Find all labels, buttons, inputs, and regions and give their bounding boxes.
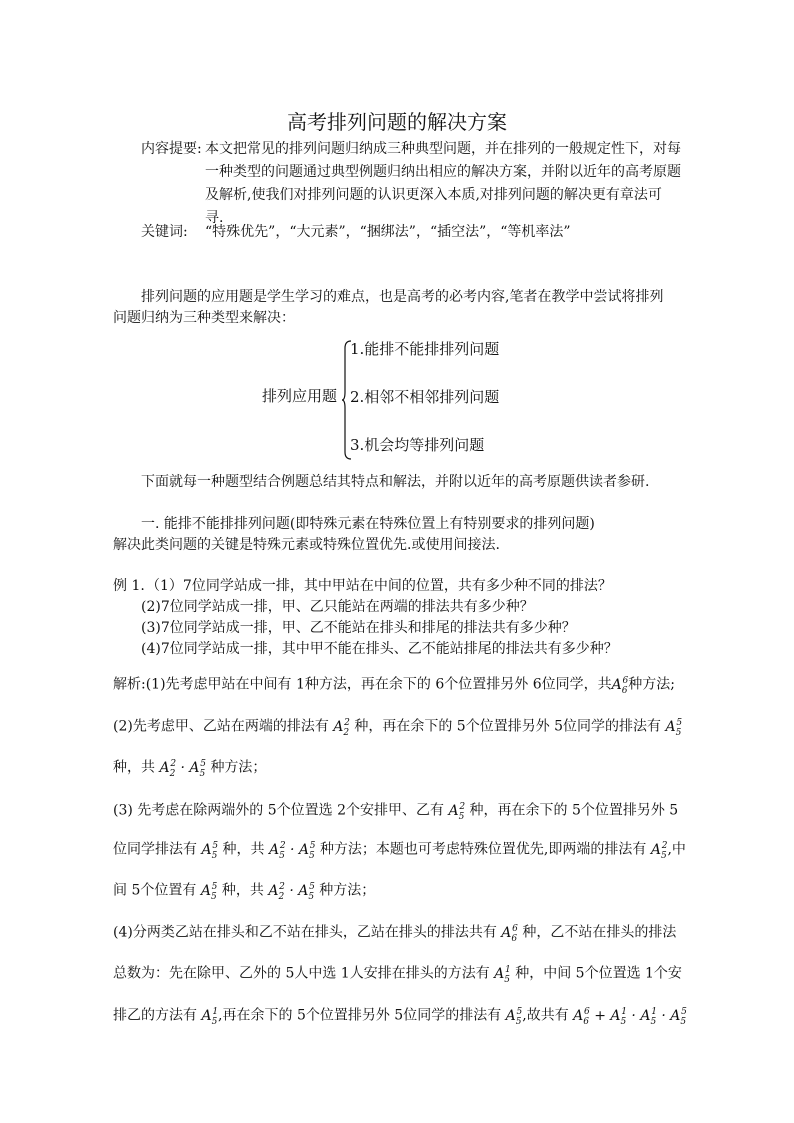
solution-line (113, 797, 678, 826)
solution-line (113, 877, 375, 906)
solution-text: 排乙的方法有 (113, 1007, 197, 1024)
math-A55: $A_5^5$ (665, 718, 683, 738)
keywords-label: 关键词: (141, 224, 188, 240)
solution-text: 间 5个位置有 (113, 882, 197, 899)
math-A52: $A_5^2$ (448, 802, 466, 822)
solution-text: 种方法； (319, 882, 376, 899)
solution-text: (3) 先考虑在除两端外的 5个位置选 2个安排甲、乙有 (113, 802, 444, 819)
example-question: （1）7位同学站成一排，其中甲站在中间的位置，共有多少种不同的排法？ (146, 578, 612, 594)
intro-line: 问题归纳为三种类型来解决： (113, 310, 295, 326)
math-A22: $A_2^2$ (333, 718, 350, 738)
math-A55: $A_5^5$ (505, 1007, 523, 1027)
section-heading: 一. 能排不能排排列问题(即特殊元素在特殊位置上有特别要求的排列问题) (141, 516, 595, 532)
solution-text: 种，乙不站在排头的排法 (522, 924, 677, 941)
solution-text: 位同学排法有 (113, 841, 197, 858)
section-note: 解决此类问题的关键是特殊元素或特殊位置优先.或使用间接法. (113, 537, 500, 553)
solution-text: ,中 (667, 841, 686, 858)
solution-text: 种方法; (628, 676, 675, 693)
solution-text: (4)分两类乙站在排头和乙不站在排头，乙站在排头的排法共有 (113, 924, 497, 941)
solution-text: 种，共 (222, 841, 265, 858)
example-question: (2)7位同学站成一排，甲、乙只能站在两端的排法共有多少种？ (141, 599, 534, 615)
example-question: (4)7位同学站成一排，其中甲不能在排头、乙不能站排尾的排法共有多少种？ (141, 641, 618, 657)
solution-line (113, 836, 686, 865)
solution-line (113, 671, 675, 700)
abstract-line: 本文把常见的排列问题归纳成三种典型问题，并在排列的一般规定性下，对每 (205, 141, 681, 157)
solution-text: 种，再在余下的 5个位置排另外 5位同学的排法有 (354, 718, 662, 735)
classification-item: 2.相邻不相邻排列问题 (350, 388, 500, 406)
math-A66: $A_6^6$ (501, 924, 518, 944)
math-expression: $A_6^6 + A_5^1 \cdot A_5^1 \cdot A_5^5$ (573, 1007, 687, 1027)
solution-text: 种，再在余下的 5个位置排另外 5 (469, 802, 679, 819)
math-A51: $A_5^1$ (494, 965, 511, 985)
math-A55: $A_5^5$ (200, 882, 218, 902)
solution-text: 种，共 (221, 882, 264, 899)
example-label: 例 1. (113, 578, 145, 594)
abstract-line: 寻. (205, 210, 224, 226)
solution-line (113, 713, 682, 742)
math-A (611, 676, 629, 696)
solution-text: 种，共 (113, 759, 155, 776)
solution-line (113, 919, 676, 948)
math-A52: $A_5^2$ (650, 841, 668, 861)
math-product: $A_5^2 \cdot A_5^5$ (268, 841, 316, 861)
classification-item: 3.机会均等排列问题 (350, 436, 485, 454)
math-A51: $A_5^1$ (201, 1007, 219, 1027)
math-product: $A_2^2 \cdot A_5^5$ (159, 759, 206, 779)
abstract-line: 及解析,使我们对排列问题的认识更深入本质,对排列问题的解决更有章法可 (205, 187, 662, 203)
classification-item: 1.能排不能排排列问题 (350, 340, 500, 358)
solution-text: ,再在余下的 5个位置排另外 5位同学的排法有 (218, 1007, 502, 1024)
solution-text: 种，中间 5个位置选 1个安 (515, 965, 682, 982)
intro-line: 排列问题的应用题是学生学习的难点，也是高考的必考内容,笔者在教学中尝试将排列 (141, 289, 664, 305)
math-A55: $A_5^5$ (201, 841, 219, 861)
abstract-line: 一种类型的问题通过典型例题归纳出相应的解决方案，并附以近年的高考原题 (205, 164, 681, 180)
solution-text: 解析:(1)先考虑甲站在中间有 1种方法，再在余下的 6个位置排另外 6位同学，共 (113, 676, 612, 693)
solution-text: (2)先考虑甲、乙站在两端的排法有 (113, 718, 329, 735)
solution-text: ,故共有 (522, 1007, 569, 1024)
example-question: (3)7位同学站成一排，甲、乙不能站在排头和排尾的排法共有多少种？ (141, 620, 576, 636)
math-sup: 6 (622, 676, 629, 686)
document-title: 高考排列问题的解决方案 (287, 110, 507, 134)
solution-text: 种方法； (210, 759, 267, 776)
keywords-text: “特殊优先”，“大元素”，“捆绑法”，“插空法”，“等机率法” (205, 224, 571, 240)
solution-text: 种方法；本题也可考虑特殊位置优先,即两端的排法有 (319, 841, 647, 858)
math-letter: A (611, 676, 622, 693)
classification-root: 排列应用题 (262, 387, 338, 405)
solution-text: 总数为：先在除甲、乙外的 5人中选 1人安排在排头的方法有 (113, 965, 490, 982)
solution-line (113, 754, 266, 783)
solution-line (113, 960, 682, 989)
math-sub: 6 (621, 685, 628, 696)
summary-text: 下面就每一种题型结合例题总结其特点和解法，并附以近年的高考原题供读者参研. (141, 474, 650, 490)
abstract-label: 内容提要: (141, 141, 202, 157)
solution-line (113, 1002, 687, 1031)
math-product: $A_2^2 \cdot A_5^5$ (268, 882, 315, 902)
